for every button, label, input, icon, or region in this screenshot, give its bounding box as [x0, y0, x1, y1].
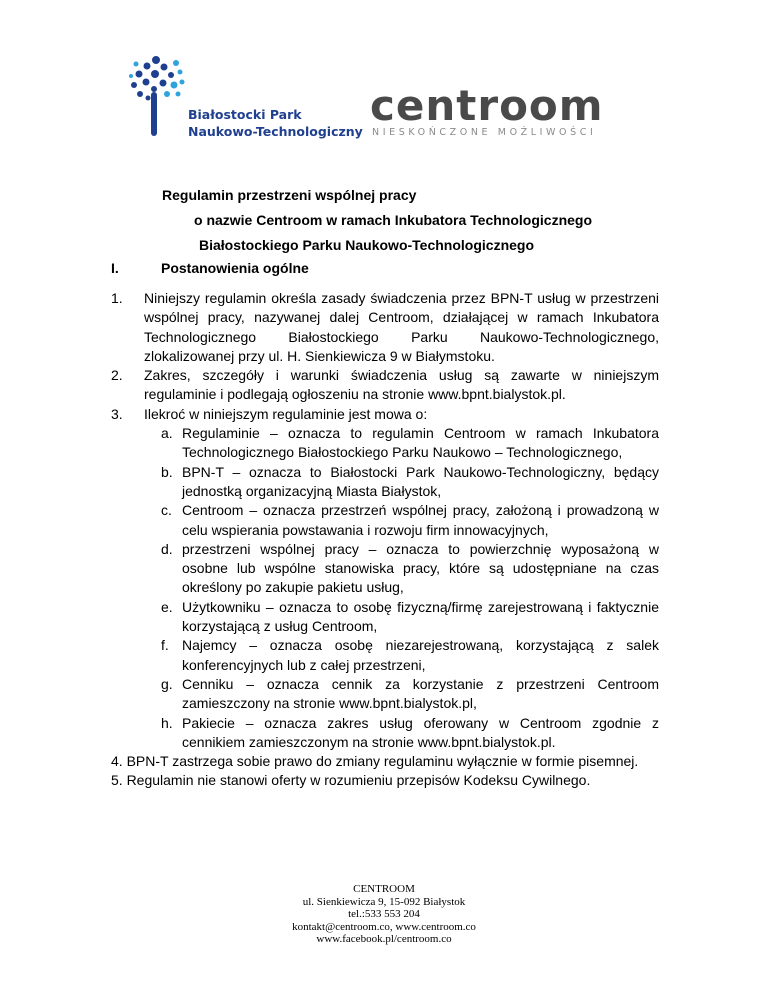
closing-item-4: 4. BPN-T zastrzega sobie prawo do zmiany regulaminu wyłącznie w formie pisemnej. [111, 753, 639, 770]
definition-item [161, 540, 659, 598]
document-body [111, 289, 659, 791]
definition-item [161, 714, 659, 753]
section-number: I. [111, 260, 119, 276]
definition-text: Centroom – oznacza przestrzeń wspólnej pracy, założoną i prowadzoną w celu wspierania powstawania i rozwoju firm innowacyjnych, [182, 502, 659, 538]
bpnt-logo-text [188, 106, 363, 140]
section-title: Postanowienia ogólne [161, 260, 309, 276]
definition-item [161, 675, 659, 714]
footer-company: CENTROOM [353, 883, 415, 895]
definition-text: BPN-T – oznacza to Białostocki Park Naukowo-Technologiczny, będący jednostką organizacyjną Miasta Białystok, [182, 463, 659, 499]
definition-text: Pakiecie – oznacza zakres usług oferowany w Centroom zgodnie z cennikiem zamieszczonym na stronie www.bpnt.bialystok.pl. [182, 714, 659, 750]
definition-text: Cenniku – oznacza cennik za korzystanie z przestrzeni Centroom zamieszczony na stronie www.bpnt.bialystok.pl, [182, 675, 659, 712]
bpnt-tree-icon [128, 54, 188, 144]
definition-letter: c. [161, 502, 172, 519]
title-line-1: Regulamin przestrzeni wspólnej pracy [162, 187, 417, 203]
item-text: Niniejszy regulamin określa zasady świadczenia przez BPN-T usług w przestrzeni wspólnej pracy, nazywanej dalej Centroom, działającej w ramach Inkubatora Technologicznego Białostockiego Parku Naukowo-Technologicznego, zlokalizowanej przy ul. H. Sienkiewicza 9 w Białymstoku. [144, 290, 659, 364]
definition-item [161, 463, 659, 502]
definition-letter: d. [161, 540, 173, 557]
footer [0, 883, 768, 946]
bpnt-logo [128, 54, 363, 144]
definition-item [161, 501, 659, 540]
footer-phone: tel.:533 553 204 [348, 908, 420, 920]
list-item [111, 405, 659, 424]
item-number: 2. [111, 367, 123, 384]
definition-letter: f. [161, 637, 169, 654]
definition-letter: g. [161, 675, 173, 692]
definition-text: Użytkowniku – oznacza to osobę fizyczną/firmę zarejestrowaną i faktycznie korzystającą z usług Centroom, [182, 598, 659, 635]
definition-letter: b. [161, 463, 173, 480]
definition-letter: h. [161, 714, 173, 731]
centroom-logo [370, 81, 650, 144]
list-item [111, 289, 659, 366]
definition-text: Najemcy – oznacza osobę niezarejestrowaną, korzystającą z salek konferencyjnych lub z całej przestrzeni, [182, 637, 659, 673]
bpnt-logo-line2: Naukowo-Technologiczny [188, 124, 363, 139]
footer-contact: kontakt@centroom.co, www.centroom.co [292, 920, 476, 933]
bpnt-logo-line1: Białostocki Park [188, 107, 302, 122]
definition-text: przestrzeni wspólnej pracy – oznacza to powierzchnię wyposażoną w osobne lub wspólne stanowiska pracy, które są udostępniane na czas określony po zakupie pakietu usług, [182, 540, 659, 596]
list-item [111, 366, 659, 405]
centroom-logo-tagline: NIESKOŃCZONE MOŻLIWOŚCI [372, 127, 597, 138]
item-number: 1. [111, 290, 123, 306]
closing-item-5: 5. Regulamin nie stanowi oferty w rozumieniu przepisów Kodeksu Cywilnego. [111, 772, 591, 789]
title-line-3: Białostockiego Parku Naukowo-Technologicznego [199, 237, 535, 253]
definition-text: Regulaminie – oznacza to regulamin Centroom w ramach Inkubatora Technologicznego Białostockiego Parku Naukowo – Technologicznego, [182, 425, 659, 461]
definition-letter: a. [161, 425, 173, 442]
definition-item [161, 598, 659, 637]
definition-item [161, 424, 659, 463]
item-text: Ilekroć w niniejszym regulaminie jest mowa o: [144, 405, 428, 422]
definition-letter: e. [161, 598, 173, 615]
title-line-2: o nazwie Centroom w ramach Inkubatora Technologicznego [194, 212, 593, 228]
definition-item [161, 636, 659, 675]
footer-address: ul. Sienkiewicza 9, 15-092 Białystok [302, 895, 466, 908]
centroom-logo-word: centroom [370, 81, 604, 130]
item-text: Zakres, szczegóły i warunki świadczenia usług są zawarte w niniejszym regulaminie i podlegają ogłoszeniu na stronie www.bpnt.bialystok.pl. [144, 367, 659, 403]
footer-facebook: www.facebook.pl/centroom.co [316, 933, 452, 945]
item-number: 3. [111, 405, 123, 422]
